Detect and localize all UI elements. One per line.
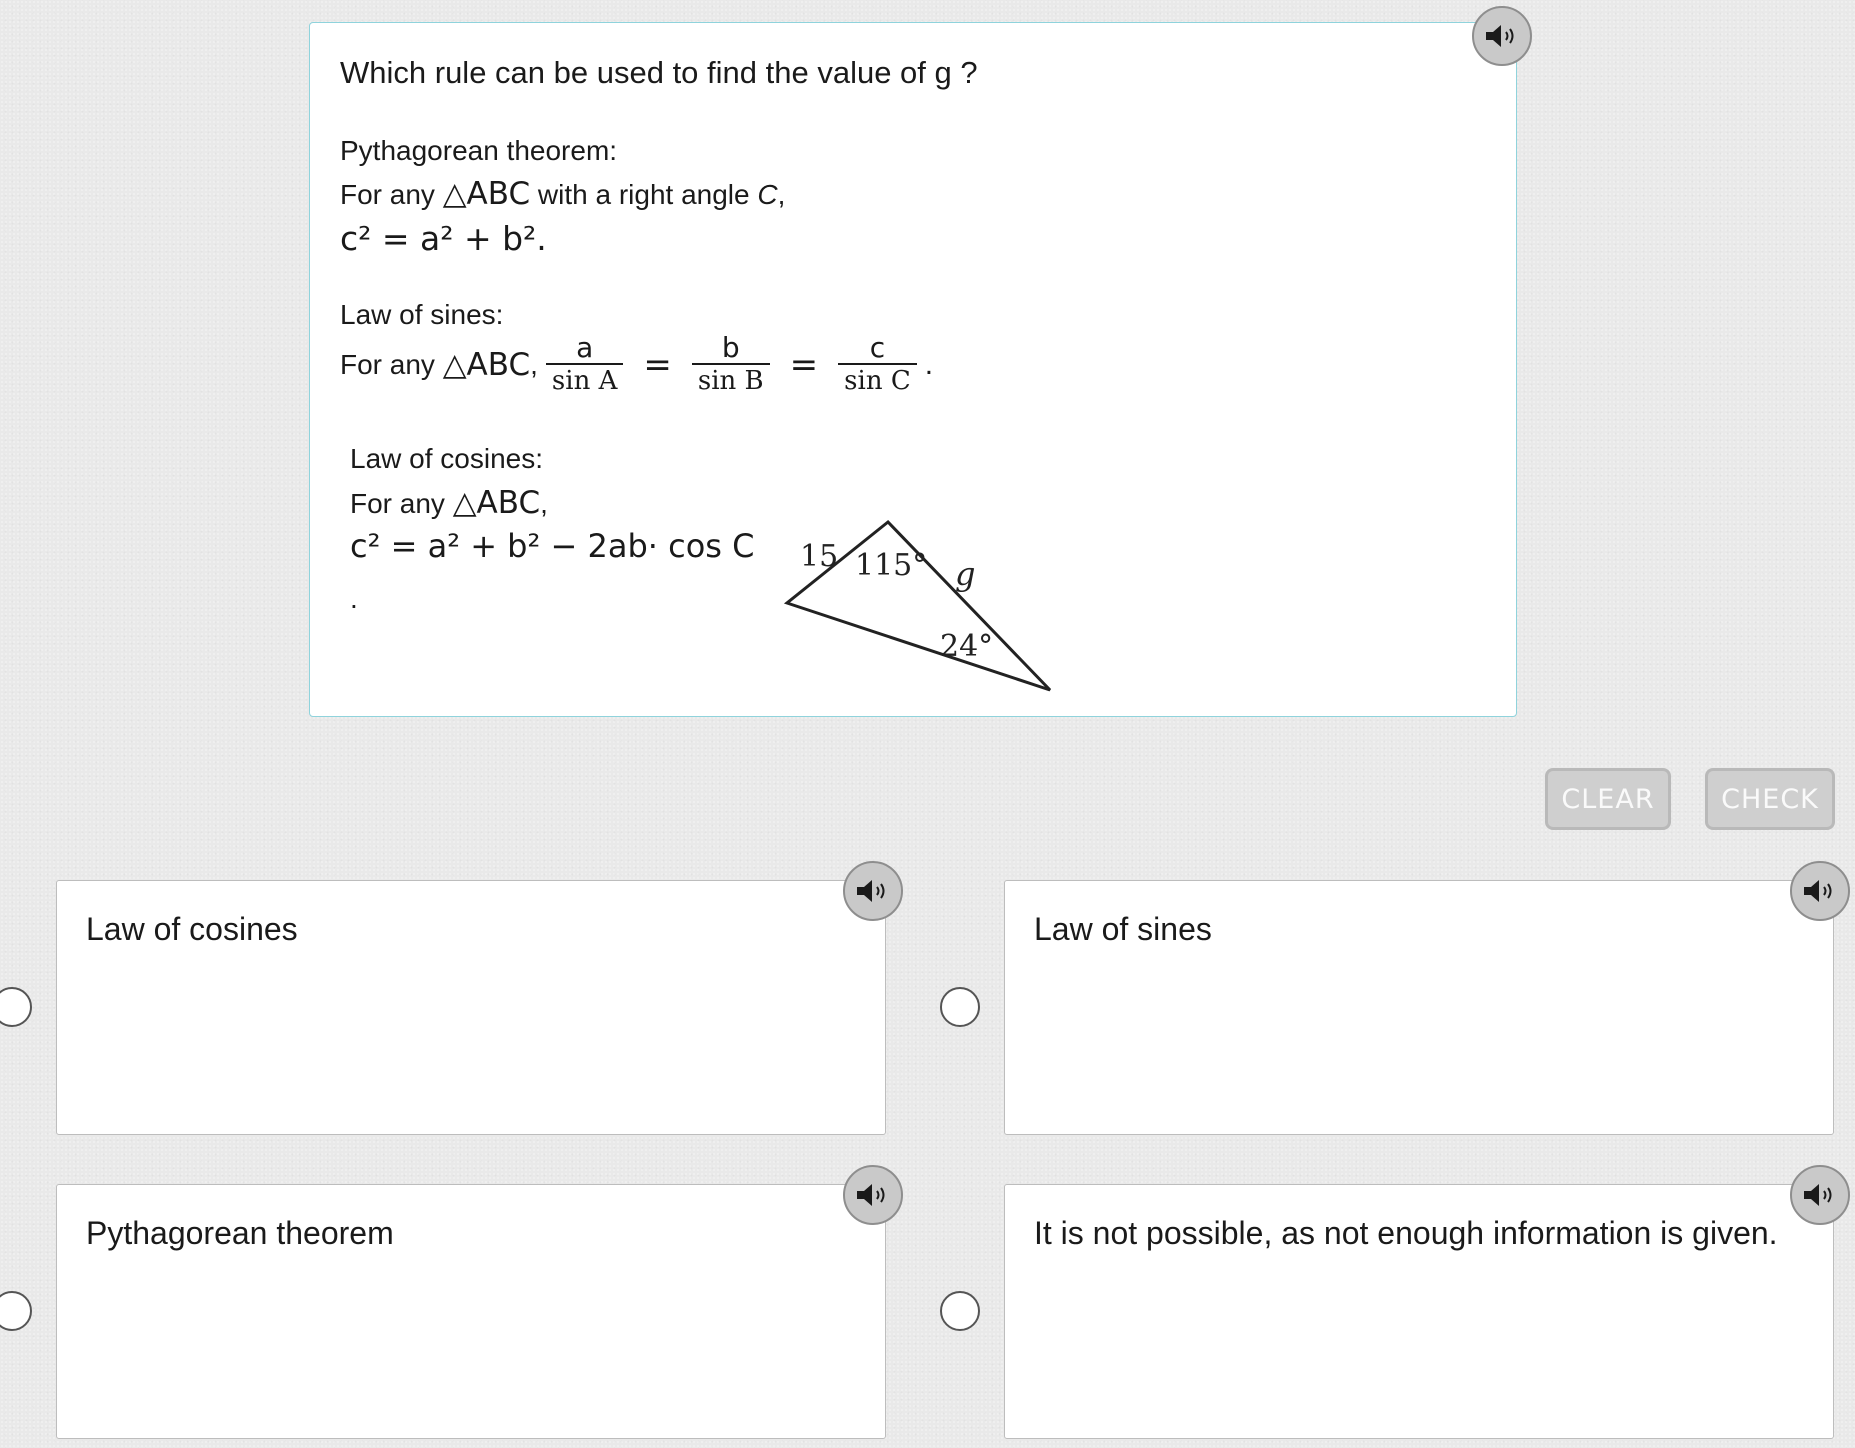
sines-fraction-c [838, 333, 917, 397]
question-prompt: Which rule can be used to find the value of g ? [340, 55, 978, 90]
sines-fraction-a [546, 333, 623, 397]
clear-button[interactable]: CLEAR [1545, 768, 1671, 830]
cosines-prefix: For any [350, 488, 453, 519]
sines-denominator-b: sin B [692, 363, 770, 397]
option-speaker-button[interactable] [1790, 861, 1850, 921]
sines-equals-1: = [643, 345, 672, 385]
pythagorean-heading: Pythagorean theorem: [340, 135, 618, 166]
sines-fraction-b [692, 333, 770, 397]
sines-comma: , [530, 349, 538, 380]
pythagorean-triangle: △ABC [442, 176, 531, 212]
sines-equals-2: = [789, 345, 819, 385]
option-radio-pythagorean-theorem[interactable] [0, 1291, 32, 1331]
cosines-trailing-dot: . [350, 583, 358, 614]
sines-end: . [924, 348, 934, 381]
cosines-heading: Law of cosines: [350, 443, 543, 474]
pythagorean-formula: c² = a² + b². [340, 219, 547, 258]
triangle-diagram [770, 483, 1100, 713]
side-label-g: g [955, 555, 976, 593]
speaker-icon [1802, 1181, 1838, 1209]
speaker-icon [855, 877, 891, 905]
sines-numerator-c: c [869, 331, 886, 364]
speaker-icon [1484, 22, 1520, 50]
sines-formula [340, 333, 933, 397]
angle-label-115: 115° [855, 548, 928, 583]
option-label: Law of sines [1034, 911, 1212, 947]
cosines-comma: , [540, 488, 548, 519]
option-card-law-of-cosines[interactable] [56, 880, 886, 1135]
cosines-condition [350, 485, 548, 521]
cosines-formula: c² = a² + b² − 2ab· cos C [350, 527, 755, 565]
sines-denominator-c: sin C [838, 363, 917, 397]
pythagorean-suffix: with a right angle [530, 179, 758, 210]
option-card-pythagorean-theorem[interactable] [56, 1184, 886, 1439]
pythagorean-condition [340, 176, 785, 212]
question-panel [309, 22, 1517, 717]
speaker-icon [1802, 877, 1838, 905]
sines-triangle: △ABC [442, 347, 531, 383]
option-label: Law of cosines [86, 911, 298, 947]
question-speaker-button[interactable] [1472, 6, 1532, 66]
option-card-not-possible[interactable] [1004, 1184, 1834, 1439]
side-label-15: 15 [800, 539, 839, 574]
option-label: It is not possible, as not enough information is given. [1034, 1215, 1778, 1251]
option-speaker-button[interactable] [843, 861, 903, 921]
sines-numerator-b: b [721, 331, 740, 364]
option-card-law-of-sines[interactable] [1004, 880, 1834, 1135]
sines-heading: Law of sines: [340, 299, 504, 330]
option-speaker-button[interactable] [1790, 1165, 1850, 1225]
pythagorean-prefix: For any [340, 179, 443, 210]
option-speaker-button[interactable] [843, 1165, 903, 1225]
sines-prefix: For any [340, 349, 435, 380]
pythagorean-angle: C [757, 179, 778, 210]
option-radio-not-possible[interactable] [940, 1291, 980, 1331]
option-radio-law-of-cosines[interactable] [0, 987, 32, 1027]
sines-numerator-a: a [576, 331, 594, 364]
speaker-icon [855, 1181, 891, 1209]
pythagorean-end: , [777, 179, 786, 210]
check-button[interactable]: CHECK [1705, 768, 1835, 830]
option-label: Pythagorean theorem [86, 1215, 394, 1251]
option-radio-law-of-sines[interactable] [940, 987, 980, 1027]
angle-label-24: 24° [940, 629, 994, 664]
cosines-triangle: △ABC [452, 485, 541, 521]
sines-denominator-a: sin A [546, 363, 623, 397]
